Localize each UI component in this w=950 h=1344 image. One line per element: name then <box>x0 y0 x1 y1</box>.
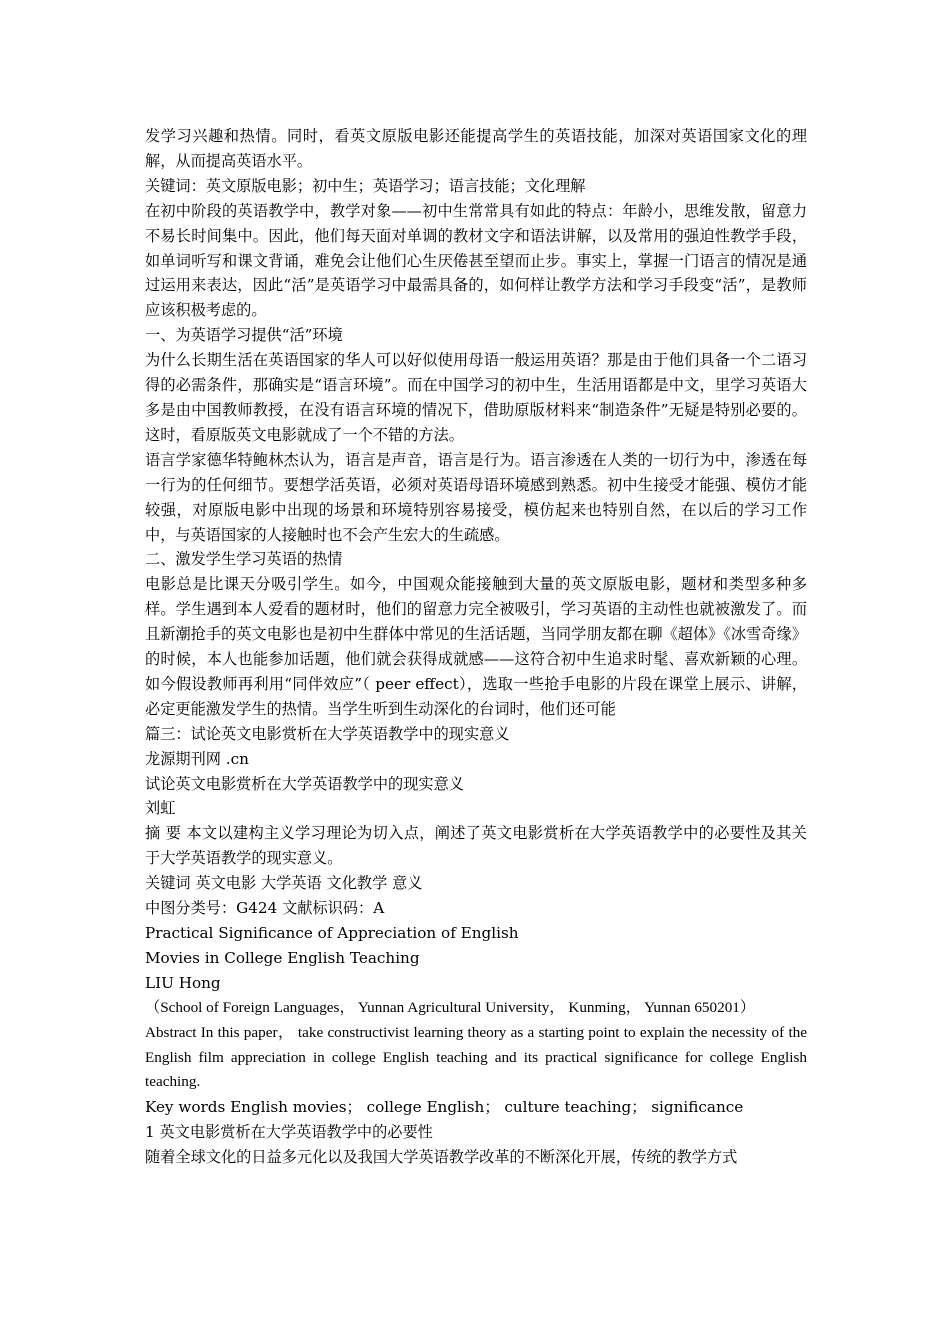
abstract-en: Abstract In this paper， take constructivist learning theory as a starting point to explain the necessity of the English film appreciation in college English teaching and its practical significance for college English teaching. <box>145 1023 807 1091</box>
body-paragraph: 随着全球文化的日益多元化以及我国大学英语教学改革的不断深化开展，传统的教学方式 <box>145 1148 738 1167</box>
section-heading-2: 二、激发学生学习英语的热情 <box>145 550 343 569</box>
body-paragraph: 电影总是比课天分吸引学生。如今，中国观众能接触到大量的英文原版电影，题材和类型多种多样。学生遇到本人爱看的题材时，他们的留意力完全被吸引，学习英语的主动性也就被激发了。而且新潮抢手的英文电影也是初中生群体中常见的生活话题，当同学朋友都在聊《超体》《冰雪奇缘》的时候，本人也能参加话题，他们就会获得成就感——这符合初中生追求时髦、喜欢新颖的心理。如今假设教师再利用“同伴效应”（ peer effect），选取一些抢手电影的片段在课堂上展示、讲解，必定更能激发学生的热情。当学生听到生动深化的台词时，他们还可能 <box>145 575 807 718</box>
body-paragraph: 语言学家德华特鲍林杰认为，语言是声音，语言是行为。语言渗透在人类的一切行为中，渗透在每一行为的任何细节。要想学活英语，必须对英语母语环境感到熟悉。初中生接受才能强、模仿才能较强，对原版电影中出现的场景和环境特别容易接受，模仿起来也特别自然，在以后的学习工作中，与英语国家的人接触时也不会产生宏大的生疏感。 <box>145 450 807 544</box>
article-title: 试论英文电影赏析在大学英语教学中的现实意义 <box>145 774 464 793</box>
article-title-3: 篇三：试论英文电影赏析在大学英语教学中的现实意义 <box>145 724 510 743</box>
classification-line: 中图分类号：G424 文献标识码：A <box>145 899 385 918</box>
keywords-en: Key words English movies； college English； culture teaching； significance <box>145 1098 744 1117</box>
english-title-line-1: Practical Significance of Appreciation of English <box>145 924 519 942</box>
english-author: LIU Hong <box>145 973 221 992</box>
section-heading-1: 一、为英语学习提供“活”环境 <box>145 326 343 345</box>
intro-paragraph: 发学习兴趣和热情。同时，看英文原版电影还能提高学生的英语技能，加深对英语国家文化的理解，从而提高英语水平。 <box>145 127 807 170</box>
source-line: 龙源期刊网 .cn <box>145 749 249 768</box>
body-paragraph: 为什么长期生活在英语国家的华人可以好似使用母语一般运用英语？那是由于他们具备一个二语习得的必需条件，那确实是“语言环境”。而在中国学习的初中生，生活用语都是中文，里学习英语大多是由中国教师教授，在没有语言环境的情况下，借助原版材料来“制造条件”无疑是特别必要的。这时，看原版英文电影就成了一个不错的方法。 <box>145 351 807 444</box>
section-heading-1-en-article: 1 英文电影赏析在大学英语教学中的必要性 <box>145 1123 433 1142</box>
affiliation: （School of Foreign Languages， Yunnan Agricultural University， Kunming， Yunnan 650201） <box>145 998 756 1016</box>
keywords-cn: 关键词 英文电影 大学英语 文化教学 意义 <box>145 874 423 893</box>
author-name: 刘虹 <box>145 799 176 818</box>
document-page <box>145 124 807 1170</box>
english-title-line-2: Movies in College English Teaching <box>145 948 420 967</box>
abstract-cn: 摘 要 本文以建构主义学习理论为切入点，阐述了英文电影赏析在大学英语教学中的必要性及其关于大学英语教学的现实意义。 <box>145 824 807 868</box>
body-paragraph: 在初中阶段的英语教学中，教学对象——初中生常常具有如此的特点：年龄小，思维发散，留意力不易长时间集中。因此，他们每天面对单调的教材文字和语法讲解，以及常用的强迫性教学手段，如单词听写和课文背诵，难免会让他们心生厌倦甚至望而止步。事实上，掌握一门语言的情况是通过运用来表达，因此“活”是英语学习中最需具备的，如何样让教学方法和学习手段变“活”，是教师应该积极考虑的。 <box>145 201 807 320</box>
keywords-line: 关键词：英文原版电影；初中生；英语学习；语言技能；文化理解 <box>145 176 586 195</box>
